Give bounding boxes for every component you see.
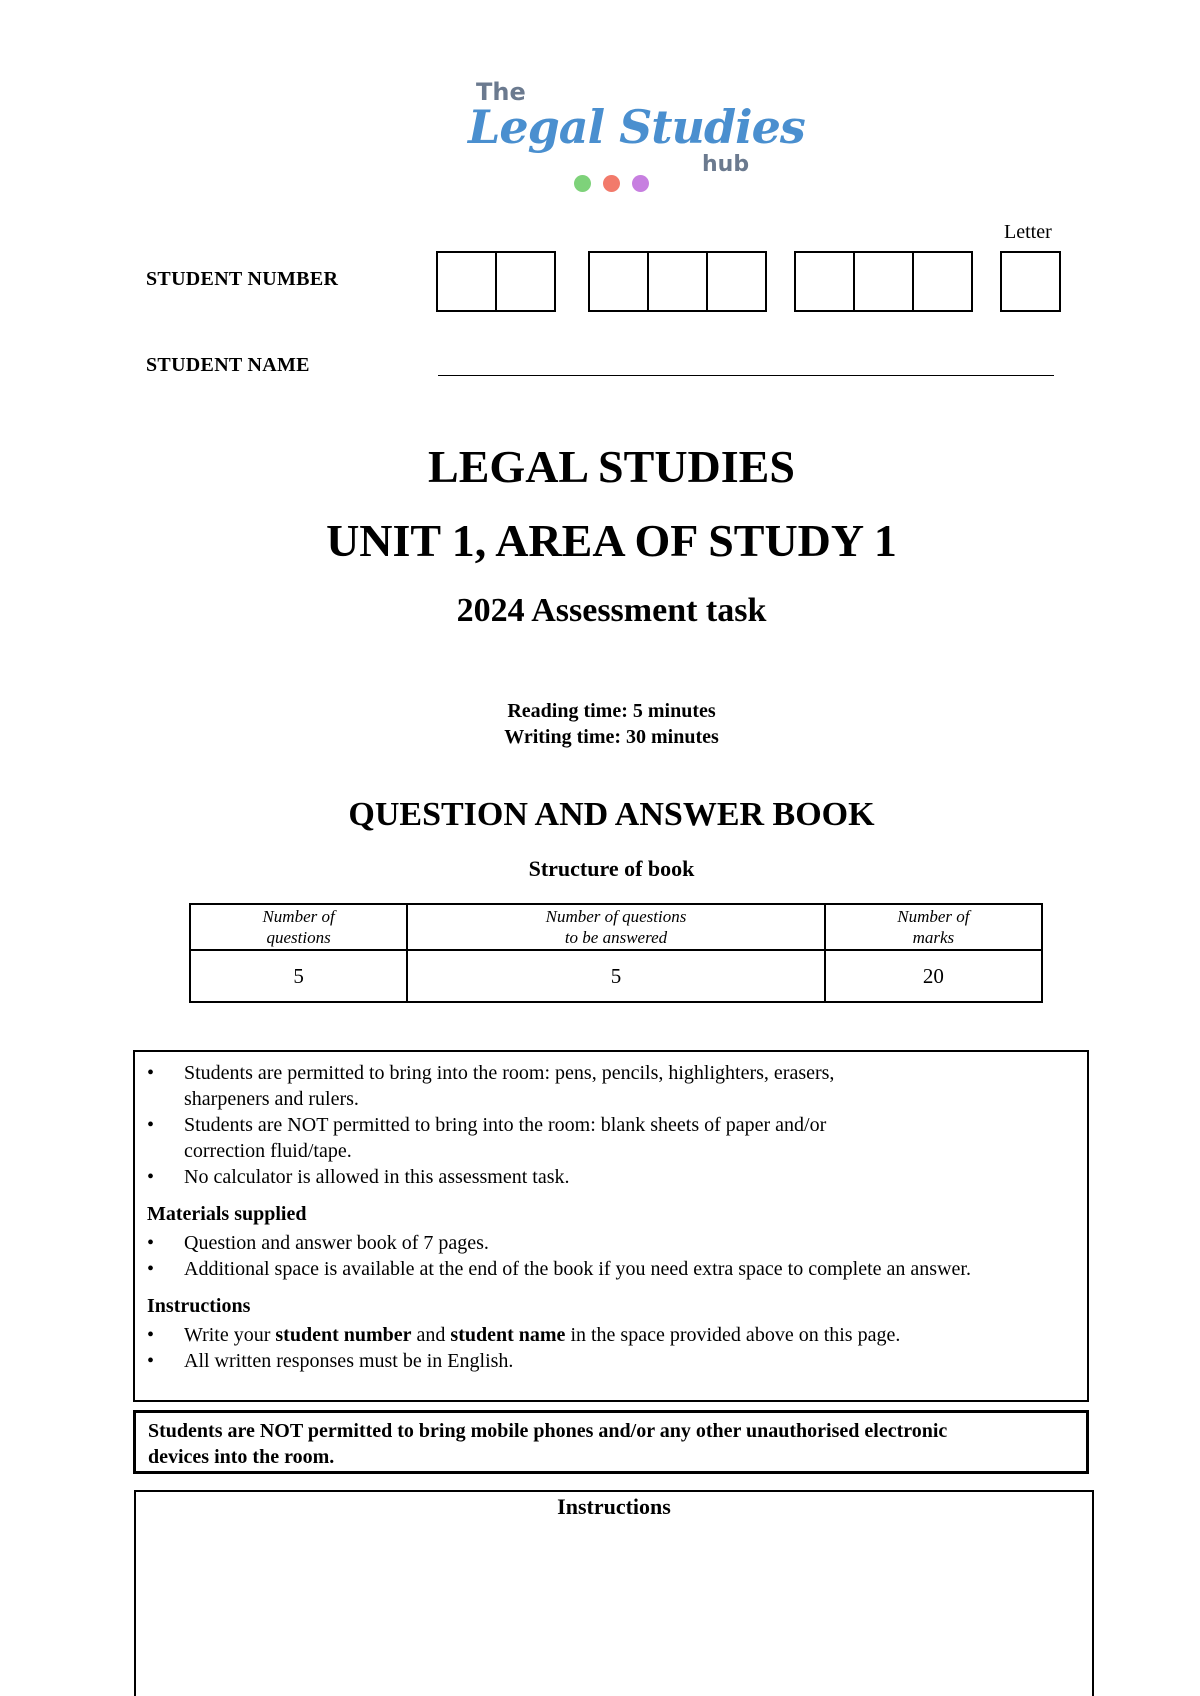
rule-line: • Students are permitted to bring into the room: pens, pencils, highlighters, erasers, — [184, 1062, 835, 1084]
subject-title: LEGAL STUDIES — [428, 441, 795, 492]
student-number-boxes-group-3[interactable] — [794, 251, 973, 310]
structure-title: Structure of book — [528, 856, 695, 881]
table-header-row — [190, 904, 1042, 950]
logo-dot-purple — [632, 175, 649, 192]
instructions-title: Instructions — [147, 1295, 251, 1317]
book-title: QUESTION AND ANSWER BOOK — [348, 796, 875, 833]
letter-box[interactable] — [1000, 251, 1061, 312]
warning-line: Students are NOT permitted to bring mobile phones and/or any other unauthorised electronic — [148, 1420, 948, 1442]
material-item: • Question and answer book of 7 pages. — [147, 1230, 1075, 1256]
instruction-bold-student-name: student name — [450, 1324, 566, 1346]
rules-box — [133, 1050, 1089, 1402]
assessment-task-title: 2024 Assessment task — [456, 592, 767, 629]
digit-box[interactable] — [708, 251, 767, 312]
header-line: to be answered — [564, 928, 668, 947]
instructions-box-title: Instructions — [557, 1494, 671, 1519]
instruction-text: Write your — [184, 1324, 276, 1346]
logo-text-hub: hub — [702, 152, 750, 177]
digit-box[interactable] — [436, 251, 497, 312]
writing-time: Writing time: 30 minutes — [504, 726, 719, 748]
rule-line: sharpeners and rulers. — [184, 1088, 359, 1110]
logo-text-the: The — [476, 78, 526, 106]
legal-studies-hub-logo — [468, 78, 805, 200]
table-cell: 5 — [407, 950, 825, 1002]
header-line: Number of questions — [545, 907, 687, 926]
rule-item — [147, 1112, 1075, 1164]
logo-dot-red — [603, 175, 620, 192]
header-line: Number of — [897, 907, 970, 926]
table-row — [190, 950, 1042, 1002]
instruction-text: in the space provided above on this page. — [565, 1324, 901, 1346]
student-number-boxes-group-2[interactable] — [588, 251, 767, 310]
instruction-bold-student-number: student number — [275, 1324, 412, 1346]
logo-text-legal-studies: Legal Studies — [468, 100, 805, 154]
digit-box[interactable] — [794, 251, 855, 312]
warning-box — [133, 1410, 1089, 1474]
digit-box[interactable] — [914, 251, 973, 312]
rule-item — [147, 1164, 1075, 1190]
table-cell: 20 — [825, 950, 1042, 1002]
instruction-text: and — [411, 1324, 451, 1346]
student-number-boxes-group-1[interactable] — [436, 251, 556, 310]
instruction-item: • All written responses must be in English. — [147, 1348, 1075, 1374]
reading-time: Reading time: 5 minutes — [507, 700, 716, 722]
student-name-label: STUDENT NAME — [146, 354, 310, 376]
student-name-line[interactable] — [438, 375, 1054, 376]
rule-line: • Students are NOT permitted to bring into the room: blank sheets of paper and/or — [184, 1114, 827, 1136]
digit-box[interactable] — [649, 251, 708, 312]
digit-box[interactable] — [588, 251, 649, 312]
materials-title: Materials supplied — [147, 1203, 307, 1225]
logo-dot-green — [574, 175, 591, 192]
table-cell: 5 — [190, 950, 407, 1002]
material-item: • Additional space is available at the end of the book if you need extra space to complete an answer. — [147, 1256, 1075, 1282]
digit-box[interactable] — [855, 251, 914, 312]
instructions-box — [134, 1490, 1094, 1696]
rule-line: correction fluid/tape. — [184, 1140, 352, 1162]
student-number-label: STUDENT NUMBER — [146, 268, 339, 290]
structure-table — [189, 903, 1043, 1003]
student-letter-box-group[interactable] — [1000, 251, 1061, 310]
rule-item — [147, 1060, 1075, 1112]
header-line: marks — [912, 928, 955, 947]
letter-label: Letter — [1004, 221, 1052, 243]
table-header — [407, 904, 825, 950]
header-line: Number of — [262, 907, 335, 926]
table-header — [190, 904, 407, 950]
unit-title: UNIT 1, AREA OF STUDY 1 — [326, 515, 897, 566]
digit-box[interactable] — [497, 251, 556, 312]
header-line: questions — [266, 928, 331, 947]
warning-line: devices into the room. — [148, 1446, 335, 1468]
rule-line: • No calculator is allowed in this assessment task. — [184, 1166, 570, 1188]
table-header — [825, 904, 1042, 950]
instruction-item — [147, 1322, 1075, 1348]
